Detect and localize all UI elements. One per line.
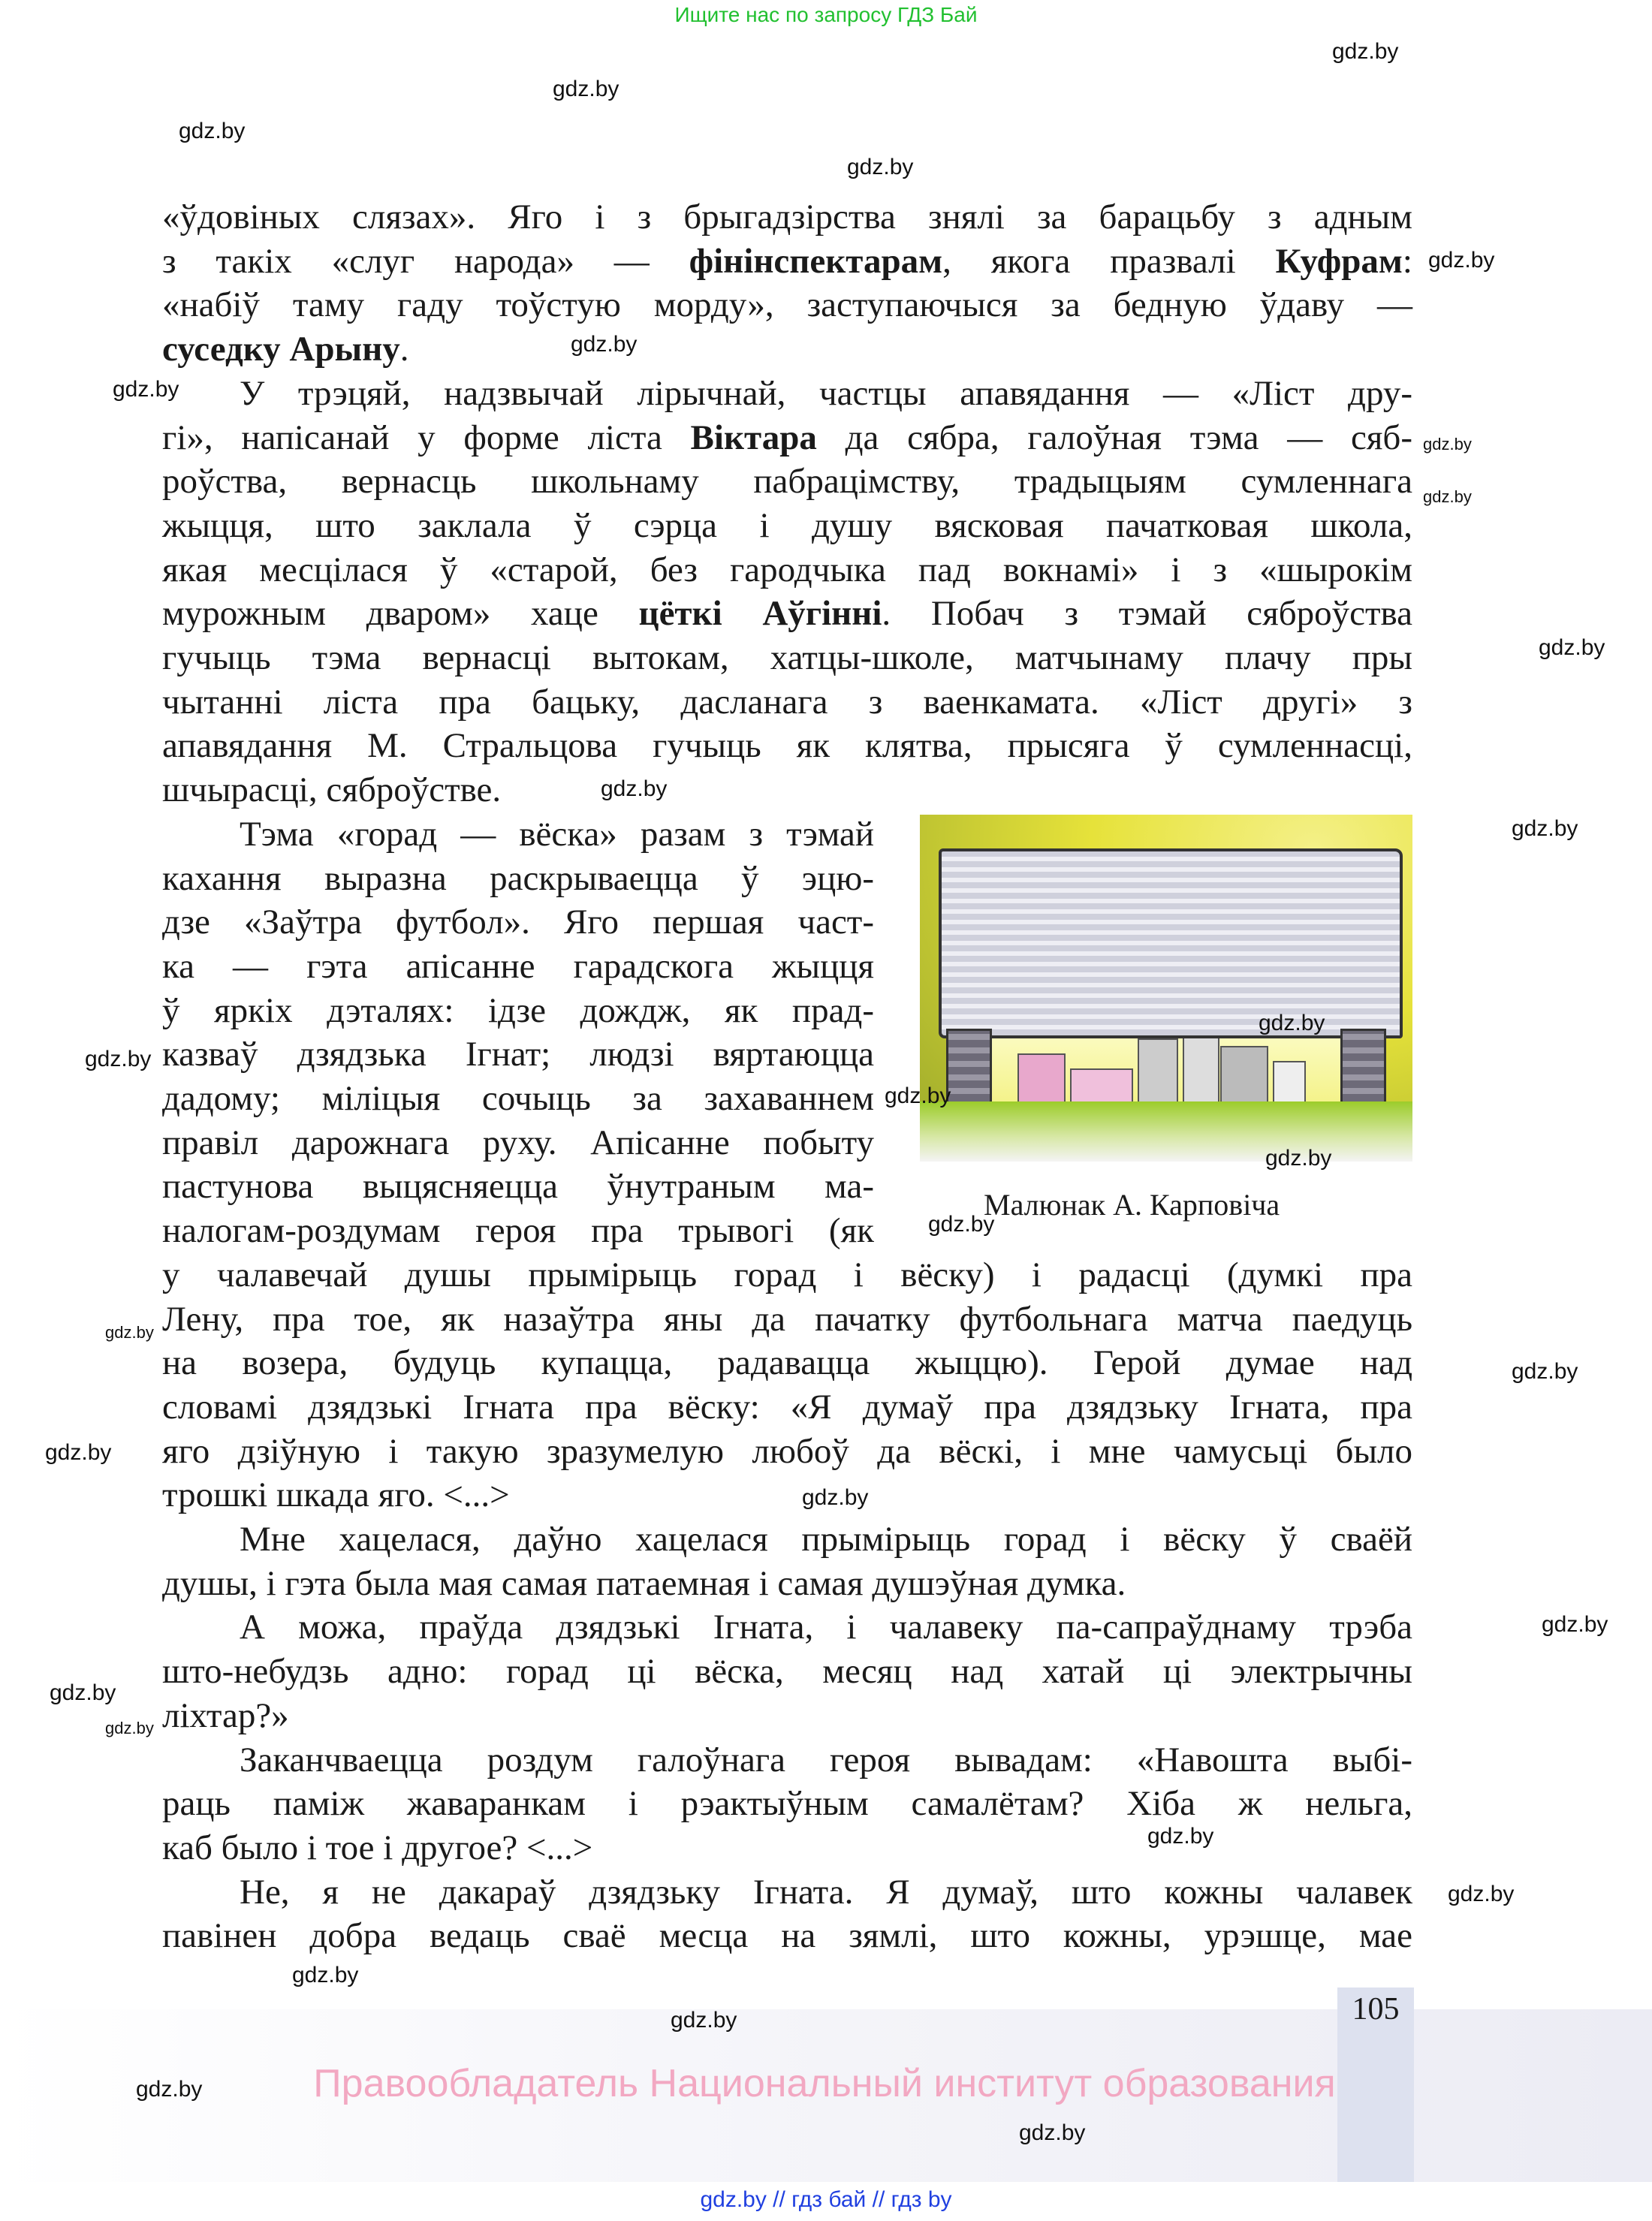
text-segment: ка — гэта апісанне гарадскога жыцця [162, 946, 874, 986]
text-line [162, 724, 1412, 768]
text-segment: да сябра, галоўная тэма — сяб- [816, 417, 1412, 457]
watermark: gdz.by [1147, 1824, 1214, 1849]
city-building [1017, 1053, 1066, 1109]
watermark: gdz.by [553, 77, 620, 101]
text-segment: дзе «Заўтра футбол». Яго першая част- [162, 903, 874, 942]
text-line [162, 857, 874, 901]
text-segment: на возера, будуць купацца, радавацца жыццю). Герой думае над [162, 1343, 1412, 1383]
text-line [162, 1914, 1412, 1958]
watermark: gdz.by [1512, 1359, 1578, 1384]
text-line [162, 1385, 1412, 1430]
footer-links[interactable]: gdz.by // гдз бай // гдз by [700, 2187, 952, 2212]
text-line [162, 1430, 1412, 1474]
bold-name: фінінспектарам [689, 241, 943, 281]
text-segment: . Побач з тэмай сяброўства [882, 594, 1412, 634]
bold-name: суседку Арыну [162, 330, 400, 369]
text-segment: дадому; міліцыя сочыць за захаваннем [162, 1079, 874, 1118]
text-segment: раць паміж жаваранкам і рэактыўным самалётам? Хіба ж нельга, [162, 1784, 1412, 1824]
watermark: gdz.by [105, 1719, 154, 1737]
text-line [240, 1870, 1412, 1915]
watermark: gdz.by [1265, 1146, 1332, 1171]
text-segment: «ўдовіных слязах». Яго і з брыгадзірства знялі за барацьбу з адным [162, 197, 1412, 237]
city-building [1220, 1046, 1268, 1109]
text-line [162, 504, 1412, 548]
watermark: gdz.by [802, 1485, 869, 1510]
text-line [162, 768, 501, 812]
text-segment: Заканчваецца роздум галоўнага героя вывадам: «Навошта выбі- [240, 1740, 1412, 1780]
illustration [920, 815, 1412, 1162]
text-line [162, 1694, 289, 1738]
watermark: gdz.by [1512, 816, 1578, 841]
watermark: gdz.by [1542, 1612, 1608, 1637]
text-segment: трошкі шкада яго. <...> [162, 1475, 510, 1515]
text-segment: жыцця, што заклала ў сэрца і душу вясковая пачатковая школа, [162, 505, 1412, 545]
watermark: gdz.by [885, 1083, 951, 1108]
text-segment: шчырасці, сяброўстве. [162, 770, 502, 810]
text-segment: ліхтар?» [162, 1695, 289, 1735]
search-hint: Ищите нас по запросу ГДЗ Бай [674, 3, 978, 26]
text-segment: казваў дзядзька Ігнат; людзі вяртаюцца [162, 1035, 874, 1074]
text-line [162, 1253, 1412, 1297]
text-line [162, 1077, 874, 1121]
text-segment: пастунова выцясняецца ўнутраным ма- [162, 1167, 874, 1207]
watermark: gdz.by [601, 776, 668, 801]
text-line [162, 416, 1412, 460]
watermark: gdz.by [1539, 635, 1605, 660]
text-line [240, 1605, 1412, 1650]
bold-name: цёткі Аўгінні [638, 594, 882, 634]
watermark: gdz.by [1259, 1011, 1325, 1035]
text-segment: якая месцілася ў «старой, без гародчыка пад вокнамі» і з «шырокім [162, 550, 1412, 589]
text-segment: Не, я не дакараў дзядзьку Ігната. Я думаў, што кожны чалавек [240, 1872, 1412, 1912]
text-line [162, 1032, 874, 1077]
text-segment: гучыць тэма вернасці вытокам, хатцы-школе, матчынаму плачу пры [162, 638, 1412, 677]
text-segment: душы, і гэта была мая самая патаемная і самая душэўная думка. [162, 1563, 1126, 1603]
text-line [162, 900, 874, 945]
watermark: gdz.by [292, 1963, 359, 1987]
watermark: gdz.by [1332, 39, 1399, 64]
text-line [162, 945, 874, 989]
watermark: gdz.by [179, 119, 246, 143]
rights-holder: Правообладатель Национальный институт образования [313, 2062, 1336, 2105]
watermark: gdz.by [85, 1047, 152, 1071]
text-segment: што-небудзь адно: горад ці вёска, месяц над хатай ці электрычны [162, 1652, 1412, 1692]
text-segment: А можа, праўда дзядзькі Ігната, і чалавеку па-сапраўднаму трэба [240, 1608, 1412, 1647]
text-segment: правіл дарожнага руху. Апісанне побыту [162, 1123, 874, 1162]
text-segment: словамі дзядзькі Ігната пра вёску: «Я думаў пра дзядзьку Ігната, пра [162, 1387, 1412, 1427]
watermark: gdz.by [1448, 1882, 1515, 1906]
text-line [162, 195, 1412, 240]
watermark: gdz.by [1019, 2120, 1086, 2145]
watermark: gdz.by [113, 377, 179, 402]
stone-slab [939, 848, 1403, 1038]
text-segment: Тэма «горад — вёска» разам з тэмай [240, 814, 874, 854]
watermark: gdz.by [45, 1440, 112, 1465]
text-segment: чытанні ліста пра бацьку, дасланага з ваенкамата. «Ліст другі» з [162, 682, 1412, 722]
text-line [162, 989, 874, 1033]
text-segment: налогам-роздумам героя пра трывогі (як [162, 1211, 874, 1251]
text-segment: у чалавечай душы прымірыць горад і вёску) і радасці (думкі пра [162, 1255, 1412, 1294]
text-line [240, 372, 1412, 416]
watermark: gdz.by [928, 1212, 995, 1237]
watermark: gdz.by [105, 1323, 154, 1342]
text-line [162, 1650, 1412, 1694]
text-line [162, 460, 1412, 504]
figure-caption: Малюнак А. Карповіча [984, 1188, 1280, 1222]
text-line [162, 1297, 1412, 1342]
text-segment: Лену, пра тое, як назаўтра яны да пачатку футбольнага матча паедуць [162, 1299, 1412, 1339]
watermark: gdz.by [1428, 248, 1495, 273]
text-segment: Мне хацелася, даўно хацелася прымірыць горад і вёску ў сваёй [240, 1520, 1412, 1559]
text-segment: каб было і тое і другое? <...> [162, 1828, 593, 1867]
text-line [162, 1473, 510, 1517]
grass [920, 1101, 1412, 1162]
text-segment: апавядання М. Стральцова гучыць як клятва, прысяга ў сумленнасці, [162, 726, 1412, 766]
text-segment: павінен добра ведаць сваё месца на зямлі, што кожны, урэшце, мае [162, 1916, 1412, 1956]
text-segment: , якога празвалі [942, 241, 1276, 281]
text-line [162, 1165, 874, 1209]
text-segment: з такіх «слуг народа» — [162, 241, 689, 281]
text-segment: гі», напісанай у форме ліста [162, 417, 691, 457]
text-segment: «набіў таму гаду тоўстую морду», заступаючыся за бедную ўдаву — [162, 285, 1412, 325]
city-building [1138, 1038, 1178, 1109]
text-segment: яго дзіўную і такую зразумелую любоў да вёскі, і мне чамусьці было [162, 1431, 1412, 1471]
text-line [162, 1826, 592, 1870]
watermark: gdz.by [671, 2008, 737, 2033]
watermark: gdz.by [1423, 435, 1472, 454]
text-line [162, 1121, 874, 1165]
page-number: 105 [1352, 1992, 1400, 2027]
text-line [162, 283, 1412, 327]
watermark: gdz.by [571, 332, 638, 357]
watermark: gdz.by [1423, 487, 1472, 506]
bold-name: Віктара [690, 417, 817, 457]
text-segment: мурожным дваром» хаце [162, 594, 639, 634]
text-line [162, 1782, 1412, 1826]
text-segment: . [399, 330, 409, 369]
text-line [162, 592, 1412, 636]
watermark: gdz.by [847, 155, 914, 179]
text-line [240, 1517, 1412, 1562]
text-line [162, 1562, 1126, 1606]
text-segment: кахання выразна раскрываецца ў эцю- [162, 858, 874, 898]
watermark: gdz.by [136, 2077, 203, 2102]
text-line [162, 240, 1412, 284]
text-line [162, 1341, 1412, 1385]
bold-name: Куфрам [1275, 241, 1403, 281]
text-line [162, 680, 1412, 725]
text-line [240, 1738, 1412, 1783]
text-line [162, 548, 1412, 592]
text-line [162, 327, 409, 372]
text-line [162, 636, 1412, 680]
text-segment: ў яркіх дэталях: ідзе дождж, як прад- [162, 990, 874, 1030]
text-line [240, 812, 874, 857]
watermark: gdz.by [50, 1680, 116, 1705]
text-segment: У трэцяй, надзвычай лірычнай, частцы апавядання — «Ліст дру- [240, 373, 1412, 413]
text-segment: роўства, вернасць школьнаму пабрацімству, традыцыям сумленнага [162, 462, 1412, 502]
text-segment: : [1402, 241, 1412, 281]
text-line [162, 1209, 874, 1253]
